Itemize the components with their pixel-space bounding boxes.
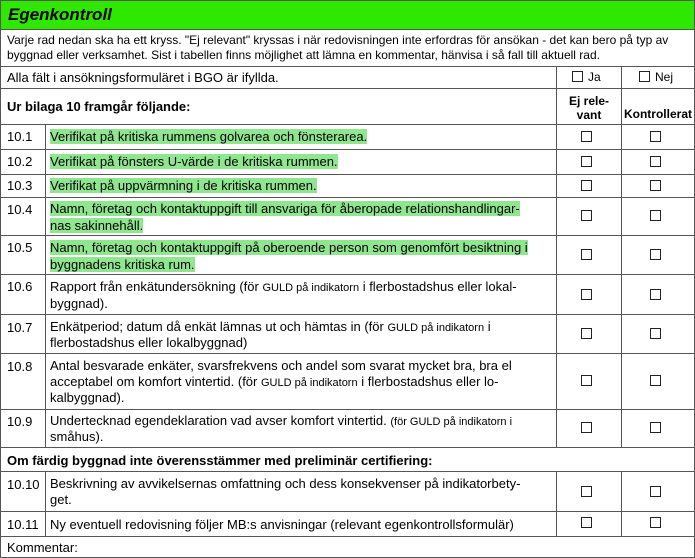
col-divider bbox=[621, 471, 622, 536]
not-relevant-checkbox[interactable] bbox=[581, 517, 592, 528]
row-number: 10.10 bbox=[7, 477, 40, 492]
section-1-heading: Ur bilaga 10 framgår följande: bbox=[7, 99, 191, 114]
row-text: Undertecknad egendeklaration vad avser komfort vintertid. (för GULD på indikatorn i bbox=[50, 413, 513, 428]
col-divider bbox=[45, 124, 46, 447]
all-fields-yes-label: Ja bbox=[588, 70, 601, 84]
row-number: 10.9 bbox=[7, 414, 33, 429]
divider bbox=[1, 409, 694, 410]
row-text-line-2: get. bbox=[50, 492, 72, 507]
row-text: Verifikat på kritiska rummens golvarea och fönsterarea. bbox=[50, 129, 368, 144]
not-relevant-checkbox[interactable] bbox=[581, 210, 592, 221]
row-text: Beskrivning av avvikelsernas omfattning och dess konsekvenser på indikatorbety- bbox=[50, 476, 521, 491]
checked-checkbox[interactable] bbox=[650, 249, 661, 260]
checked-checkbox[interactable] bbox=[650, 156, 661, 167]
row-number: 10.3 bbox=[7, 178, 33, 193]
divider bbox=[1, 447, 694, 448]
row-text: Verifikat på fönsters U-värde i de kritiska rummen. bbox=[50, 154, 338, 169]
divider bbox=[1, 511, 694, 512]
intro-line-2: byggnad eller verksamhet. Sist i tabellen finns möjlighet att lämna en kommentar, hänvisa i så fall till aktuell rad. bbox=[7, 48, 600, 62]
row-text-line-2: småhus). bbox=[50, 429, 104, 444]
divider bbox=[1, 88, 694, 89]
all-fields-no-checkbox[interactable] bbox=[639, 71, 650, 82]
divider bbox=[1, 174, 694, 175]
row-number: 10.5 bbox=[7, 240, 33, 255]
row-text-line-2: byggnad). bbox=[50, 296, 108, 311]
checked-checkbox[interactable] bbox=[650, 486, 661, 497]
all-fields-text: Alla fält i ansökningsformuläret i BGO är ifyllda. bbox=[7, 70, 279, 85]
row-number: 10.8 bbox=[7, 359, 33, 374]
col-divider bbox=[556, 471, 557, 536]
row-number: 10.1 bbox=[7, 129, 33, 144]
row-text: Antal besvarade enkäter, svarsfrekvens och andel som svarat mycket bra, bra el bbox=[50, 358, 512, 373]
row-text: Enkätperiod; datum då enkät lämnas ut och hämtas in (för GULD på indikatorn i bbox=[50, 319, 491, 334]
divider bbox=[1, 353, 694, 354]
row-number: 10.7 bbox=[7, 320, 33, 335]
divider bbox=[1, 124, 694, 125]
checked-checkbox[interactable] bbox=[650, 517, 661, 528]
col-header-not-relevant: Ej rele- vant bbox=[568, 94, 610, 122]
row-text: Namn, företag och kontaktuppgift till ansvariga för åberopade relationshandlingar- bbox=[50, 201, 520, 216]
row-number: 10.4 bbox=[7, 202, 33, 217]
row-number: 10.2 bbox=[7, 154, 33, 169]
not-relevant-checkbox[interactable] bbox=[581, 180, 592, 191]
checked-checkbox[interactable] bbox=[650, 375, 661, 386]
divider bbox=[1, 197, 694, 198]
checked-checkbox[interactable] bbox=[650, 180, 661, 191]
row-text: Ny eventuell redovisning följer MB:s anvisningar (relevant egenkontrollsformulär) bbox=[50, 517, 514, 532]
comment-label: Kommentar: bbox=[7, 540, 78, 555]
not-relevant-checkbox[interactable] bbox=[581, 131, 592, 142]
intro-text bbox=[7, 33, 691, 63]
divider bbox=[1, 66, 694, 67]
divider bbox=[1, 149, 694, 150]
title-bar bbox=[1, 1, 694, 30]
row-text-line-2: byggnadens kritiska rum. bbox=[50, 257, 195, 272]
row-text-line-3: kalbyggnad). bbox=[50, 390, 125, 405]
not-relevant-checkbox[interactable] bbox=[581, 289, 592, 300]
divider bbox=[1, 235, 694, 236]
checked-checkbox[interactable] bbox=[650, 422, 661, 433]
row-text-line-2: flerbostadshus eller lokalbyggnad) bbox=[50, 335, 248, 350]
divider bbox=[1, 471, 694, 472]
row-number: 10.6 bbox=[7, 279, 33, 294]
row-text-line-2: nas sakinnehåll. bbox=[50, 218, 144, 233]
not-relevant-checkbox[interactable] bbox=[581, 249, 592, 260]
section-2-heading: Om färdig byggnad inte överensstämmer med preliminär certifiering: bbox=[7, 453, 433, 468]
checked-checkbox[interactable] bbox=[650, 210, 661, 221]
checked-checkbox[interactable] bbox=[650, 131, 661, 142]
checked-checkbox[interactable] bbox=[650, 289, 661, 300]
divider bbox=[1, 314, 694, 315]
row-text: Namn, företag och kontaktuppgift på oberoende person som genomfört besiktning i bbox=[50, 240, 528, 255]
not-relevant-checkbox[interactable] bbox=[581, 156, 592, 167]
col-divider bbox=[621, 124, 622, 447]
divider bbox=[1, 274, 694, 275]
row-text: Verifikat på uppvärmning i de kritiska rummen. bbox=[50, 178, 317, 193]
checked-checkbox[interactable] bbox=[650, 328, 661, 339]
not-relevant-checkbox[interactable] bbox=[581, 486, 592, 497]
col-header-checked: Kontrollerat bbox=[623, 107, 692, 121]
row-text-line-2: acceptabel om komfort vintertid. (för GULD på indikatorn i flerbostadshus eller lo- bbox=[50, 374, 499, 389]
comment-field[interactable] bbox=[81, 537, 691, 556]
intro-line-1: Varje rad nedan ska ha ett kryss. "Ej relevant" kryssas i när redovisningen inte erfordras för ansökan - det kan bero på typ av bbox=[7, 33, 669, 47]
all-fields-yes-checkbox[interactable] bbox=[572, 71, 583, 82]
row-text: Rapport från enkätundersökning (för GULD på indikatorn i flerbostadshus eller lokal- bbox=[50, 279, 517, 294]
col-divider bbox=[45, 471, 46, 536]
col-divider bbox=[556, 124, 557, 447]
not-relevant-checkbox[interactable] bbox=[581, 375, 592, 386]
row-number: 10.11 bbox=[7, 517, 39, 532]
not-relevant-checkbox[interactable] bbox=[581, 422, 592, 433]
all-fields-no-label: Nej bbox=[655, 70, 674, 84]
form-title: Egenkontroll bbox=[8, 5, 112, 24]
not-relevant-checkbox[interactable] bbox=[581, 328, 592, 339]
